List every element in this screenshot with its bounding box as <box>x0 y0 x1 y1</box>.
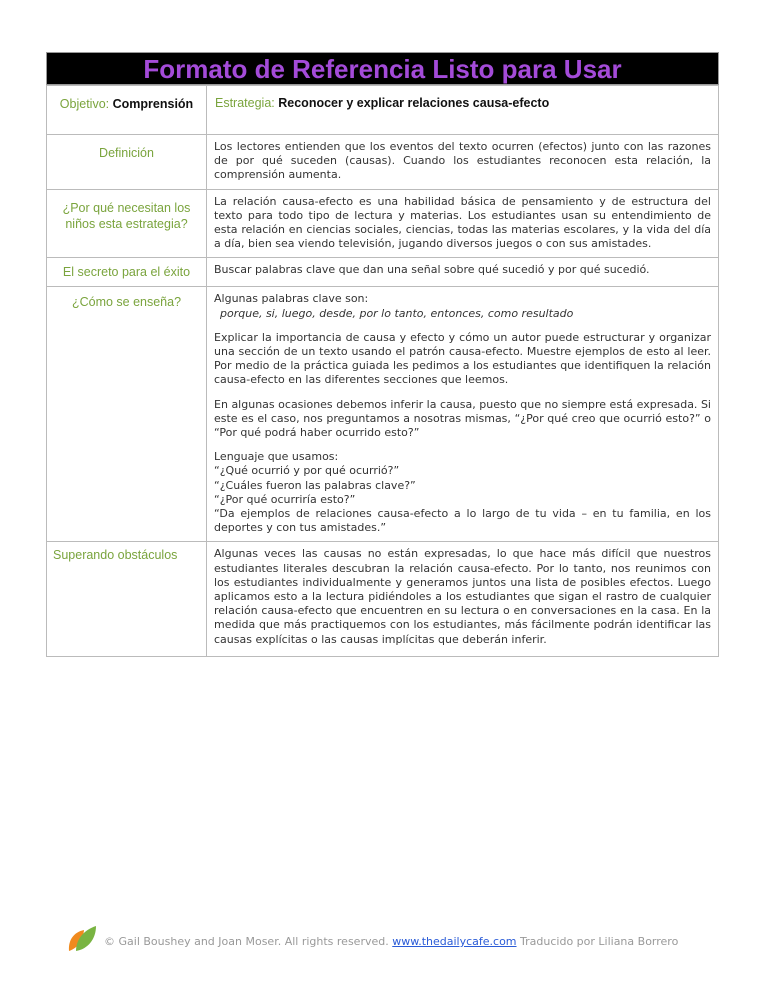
objective-cell <box>47 86 207 135</box>
objective-label: Objetivo: <box>59 97 110 111</box>
strategy-cell <box>207 86 719 135</box>
objective-value: Comprensión <box>112 97 194 111</box>
definition-row <box>47 135 719 190</box>
keywords-list: porque, si, luego, desde, por lo tanto, entonces, como resultado <box>220 306 574 320</box>
why-row <box>47 189 719 258</box>
strategy-value: Reconocer y explicar relaciones causa-efecto <box>278 96 550 110</box>
secret-row <box>47 258 719 287</box>
language-question: “¿Por qué ocurriría esto?” <box>214 492 356 506</box>
copyright-text: © Gail Boushey and Joan Moser. All rights reserved. <box>104 935 389 948</box>
why-text: La relación causa-efecto es una habilidad básica de pensamiento y de estructura del texto para todo tipo de lectura y materias. Los estudiantes usan su entendimiento de esta relación en ciencias sociales, ciencias, todas las materias escolares, y la vida del día a día, bien sea viendo televisión, jugando diversos juegos o con sus amistades. <box>207 189 719 258</box>
obstacles-row <box>47 542 719 656</box>
secret-text: Buscar palabras clave que dan una señal sobre qué sucedió y por qué sucedió. <box>207 258 719 287</box>
footer <box>66 922 706 952</box>
keywords-block <box>214 292 711 320</box>
how-row <box>47 287 719 542</box>
reference-sheet <box>46 52 719 657</box>
how-text <box>207 287 719 542</box>
language-intro: Lenguaje que usamos: <box>214 450 339 464</box>
reference-table <box>46 85 719 657</box>
leaf-logo-icon <box>66 922 98 952</box>
why-label: ¿Por qué necesitan los niños esta estrategia? <box>47 189 207 258</box>
definition-label: Definición <box>47 135 207 190</box>
how-paragraph-2: En algunas ocasiones debemos inferir la causa, puesto que no siempre está expresada. Si este es el caso, nos preguntamos a nosotras mismas, “¿Por qué creo que ocurrió esto?” o “Por qué podrá haber ocurrido esto?” <box>214 397 711 440</box>
definition-text: Los lectores entienden que los eventos del texto ocurren (efectos) junto con las razones de por qué suceden (causas). Cuando los estudiantes reconocen esta relación, la comprensión aumenta. <box>207 135 719 190</box>
translator-text: Traducido por Liliana Borrero <box>520 935 679 948</box>
website-link[interactable]: www.thedailycafe.com <box>392 935 517 948</box>
page-title: Formato de Referencia Listo para Usar <box>46 52 719 85</box>
objective-row <box>47 86 719 135</box>
obstacles-text: Algunas veces las causas no están expresadas, lo que hace más difícil que nuestros estudiantes literales descubran la relación causa-efecto. Por lo tanto, nos reunimos con los estudiantes individualmente y generamos juntos una lista de posibles efectos. Luego aplicamos esto a la lectura pidiéndoles a los estudiantes que sigan el rastro de cualquier relación causa-efecto que encuentren en su lectura o en conversaciones en la casa. En la medida que más practiquemos con los estudiantes, más fácilmente podrán identificar las causas explícitas o las causas implícitas que deberán inferir. <box>207 542 719 656</box>
obstacles-label: Superando obstáculos <box>47 542 207 656</box>
strategy-label: Estrategia: <box>215 96 275 110</box>
how-label: ¿Cómo se enseña? <box>47 287 207 542</box>
language-question: “¿Cuáles fueron las palabras clave?” <box>214 478 416 492</box>
keywords-intro: Algunas palabras clave son: <box>214 292 369 306</box>
secret-label: El secreto para el éxito <box>47 258 207 287</box>
how-paragraph-1: Explicar la importancia de causa y efecto y cómo un autor puede estructurar y organizar una sección de un texto usando el patrón causa-efecto. Muestre ejemplos de esto al leer. Por medio de la práctica guiada les pedimos a los estudiantes que identifiquen la relación causa-efecto en las diferentes secciones que leemos. <box>214 330 711 387</box>
language-question: “Da ejemplos de relaciones causa-efecto a lo largo de tu vida – en tu familia, en los deportes y con tus amistades.” <box>214 507 711 535</box>
language-question: “¿Qué ocurrió y por qué ocurrió?” <box>214 464 400 478</box>
language-block <box>214 450 711 535</box>
footer-text <box>104 935 678 948</box>
